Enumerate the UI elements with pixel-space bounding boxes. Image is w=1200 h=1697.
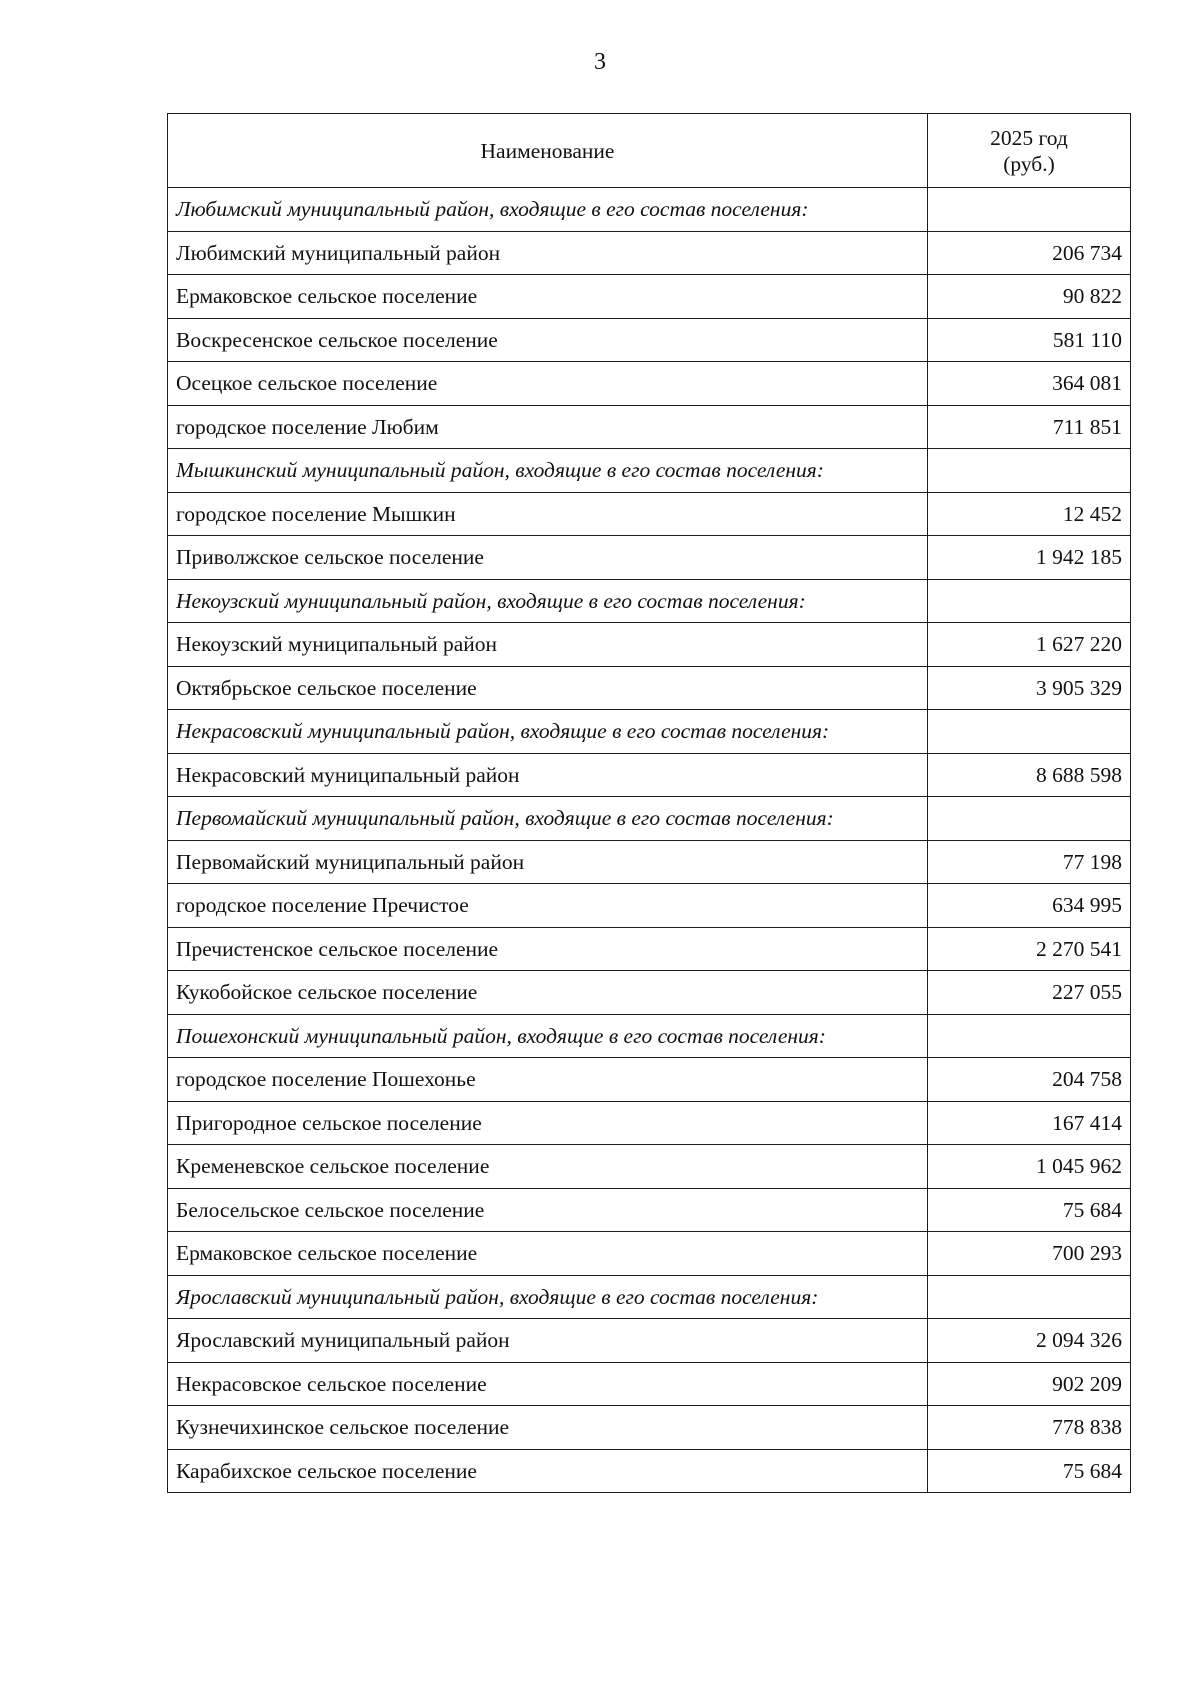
table-row xyxy=(168,1319,1131,1363)
settlement-name: Приволжское сельское поселение xyxy=(168,536,928,580)
table-row xyxy=(168,1362,1131,1406)
settlement-name: Воскресенское сельское поселение xyxy=(168,318,928,362)
settlement-name: Некоузский муниципальный район xyxy=(168,623,928,667)
amount-cell: 1 942 185 xyxy=(928,536,1131,580)
amount-cell: 2 270 541 xyxy=(928,927,1131,971)
settlement-name: городское поселение Пречистое xyxy=(168,884,928,928)
amount-cell xyxy=(928,1014,1131,1058)
settlement-name: Кузнечихинское сельское поселение xyxy=(168,1406,928,1450)
column-header-name: Наименование xyxy=(168,114,928,188)
table-row xyxy=(168,1188,1131,1232)
settlement-name: Любимский муниципальный район xyxy=(168,231,928,275)
amount-cell: 700 293 xyxy=(928,1232,1131,1276)
column-header-unit-label: (руб.) xyxy=(1003,151,1055,176)
district-group-name: Некрасовский муниципальный район, входящие в его состав поселения: xyxy=(168,710,928,754)
table-row xyxy=(168,536,1131,580)
amount-cell: 77 198 xyxy=(928,840,1131,884)
district-group-row xyxy=(168,710,1131,754)
district-group-name: Ярославский муниципальный район, входящие в его состав поселения: xyxy=(168,1275,928,1319)
amount-cell xyxy=(928,710,1131,754)
settlement-name: городское поселение Любим xyxy=(168,405,928,449)
settlement-name: Октябрьское сельское поселение xyxy=(168,666,928,710)
district-group-row xyxy=(168,449,1131,493)
column-header-year xyxy=(928,114,1131,188)
district-group-name: Пошехонский муниципальный район, входящие в его состав поселения: xyxy=(168,1014,928,1058)
settlement-name: Ермаковское сельское поселение xyxy=(168,275,928,319)
amount-cell: 90 822 xyxy=(928,275,1131,319)
amount-cell: 364 081 xyxy=(928,362,1131,406)
amount-cell: 711 851 xyxy=(928,405,1131,449)
district-group-row xyxy=(168,797,1131,841)
district-group-name: Некоузский муниципальный район, входящие в его состав поселения: xyxy=(168,579,928,623)
table-row xyxy=(168,318,1131,362)
settlement-name: Пригородное сельское поселение xyxy=(168,1101,928,1145)
amount-cell xyxy=(928,1275,1131,1319)
district-group-row xyxy=(168,188,1131,232)
district-group-name: Мышкинский муниципальный район, входящие в его состав поселения: xyxy=(168,449,928,493)
district-group-name: Любимский муниципальный район, входящие в его состав поселения: xyxy=(168,188,928,232)
table-row xyxy=(168,971,1131,1015)
settlement-name: Ермаковское сельское поселение xyxy=(168,1232,928,1276)
amount-cell: 581 110 xyxy=(928,318,1131,362)
district-group-row xyxy=(168,1275,1131,1319)
table-row xyxy=(168,1232,1131,1276)
amount-cell: 634 995 xyxy=(928,884,1131,928)
table-row xyxy=(168,1145,1131,1189)
page-number: 3 xyxy=(594,49,606,75)
amount-cell: 1 045 962 xyxy=(928,1145,1131,1189)
district-group-name: Первомайский муниципальный район, входящие в его состав поселения: xyxy=(168,797,928,841)
amount-cell: 2 094 326 xyxy=(928,1319,1131,1363)
settlement-name: Кукобойское сельское поселение xyxy=(168,971,928,1015)
table-row xyxy=(168,492,1131,536)
settlement-name: городское поселение Пошехонье xyxy=(168,1058,928,1102)
settlement-name: Некрасовское сельское поселение xyxy=(168,1362,928,1406)
amount-cell: 206 734 xyxy=(928,231,1131,275)
amount-cell: 204 758 xyxy=(928,1058,1131,1102)
column-header-year-label: 2025 год xyxy=(990,125,1068,150)
district-group-row xyxy=(168,579,1131,623)
settlement-name: Пречистенское сельское поселение xyxy=(168,927,928,971)
amount-cell: 902 209 xyxy=(928,1362,1131,1406)
settlement-name: Кременевское сельское поселение xyxy=(168,1145,928,1189)
table-row xyxy=(168,840,1131,884)
table-row xyxy=(168,275,1131,319)
table-row xyxy=(168,231,1131,275)
settlement-name: Осецкое сельское поселение xyxy=(168,362,928,406)
district-group-row xyxy=(168,1014,1131,1058)
table-row xyxy=(168,1101,1131,1145)
table-row xyxy=(168,927,1131,971)
table-row xyxy=(168,1058,1131,1102)
amount-cell: 778 838 xyxy=(928,1406,1131,1450)
table-row xyxy=(168,884,1131,928)
amount-cell: 3 905 329 xyxy=(928,666,1131,710)
table-header-row xyxy=(168,114,1131,188)
budget-table xyxy=(167,113,1131,1493)
amount-cell: 1 627 220 xyxy=(928,623,1131,667)
amount-cell xyxy=(928,579,1131,623)
amount-cell xyxy=(928,188,1131,232)
table-row xyxy=(168,405,1131,449)
settlement-name: Белосельское сельское поселение xyxy=(168,1188,928,1232)
amount-cell: 227 055 xyxy=(928,971,1131,1015)
table-row xyxy=(168,1406,1131,1450)
amount-cell: 75 684 xyxy=(928,1188,1131,1232)
amount-cell: 8 688 598 xyxy=(928,753,1131,797)
amount-cell: 12 452 xyxy=(928,492,1131,536)
settlement-name: Первомайский муниципальный район xyxy=(168,840,928,884)
amount-cell xyxy=(928,797,1131,841)
settlement-name: Некрасовский муниципальный район xyxy=(168,753,928,797)
table-row xyxy=(168,666,1131,710)
table-row xyxy=(168,362,1131,406)
amount-cell: 75 684 xyxy=(928,1449,1131,1493)
settlement-name: городское поселение Мышкин xyxy=(168,492,928,536)
table-row xyxy=(168,623,1131,667)
settlement-name: Карабихское сельское поселение xyxy=(168,1449,928,1493)
table-body xyxy=(168,188,1131,1493)
amount-cell: 167 414 xyxy=(928,1101,1131,1145)
settlement-name: Ярославский муниципальный район xyxy=(168,1319,928,1363)
amount-cell xyxy=(928,449,1131,493)
table-row xyxy=(168,1449,1131,1493)
table-row xyxy=(168,753,1131,797)
